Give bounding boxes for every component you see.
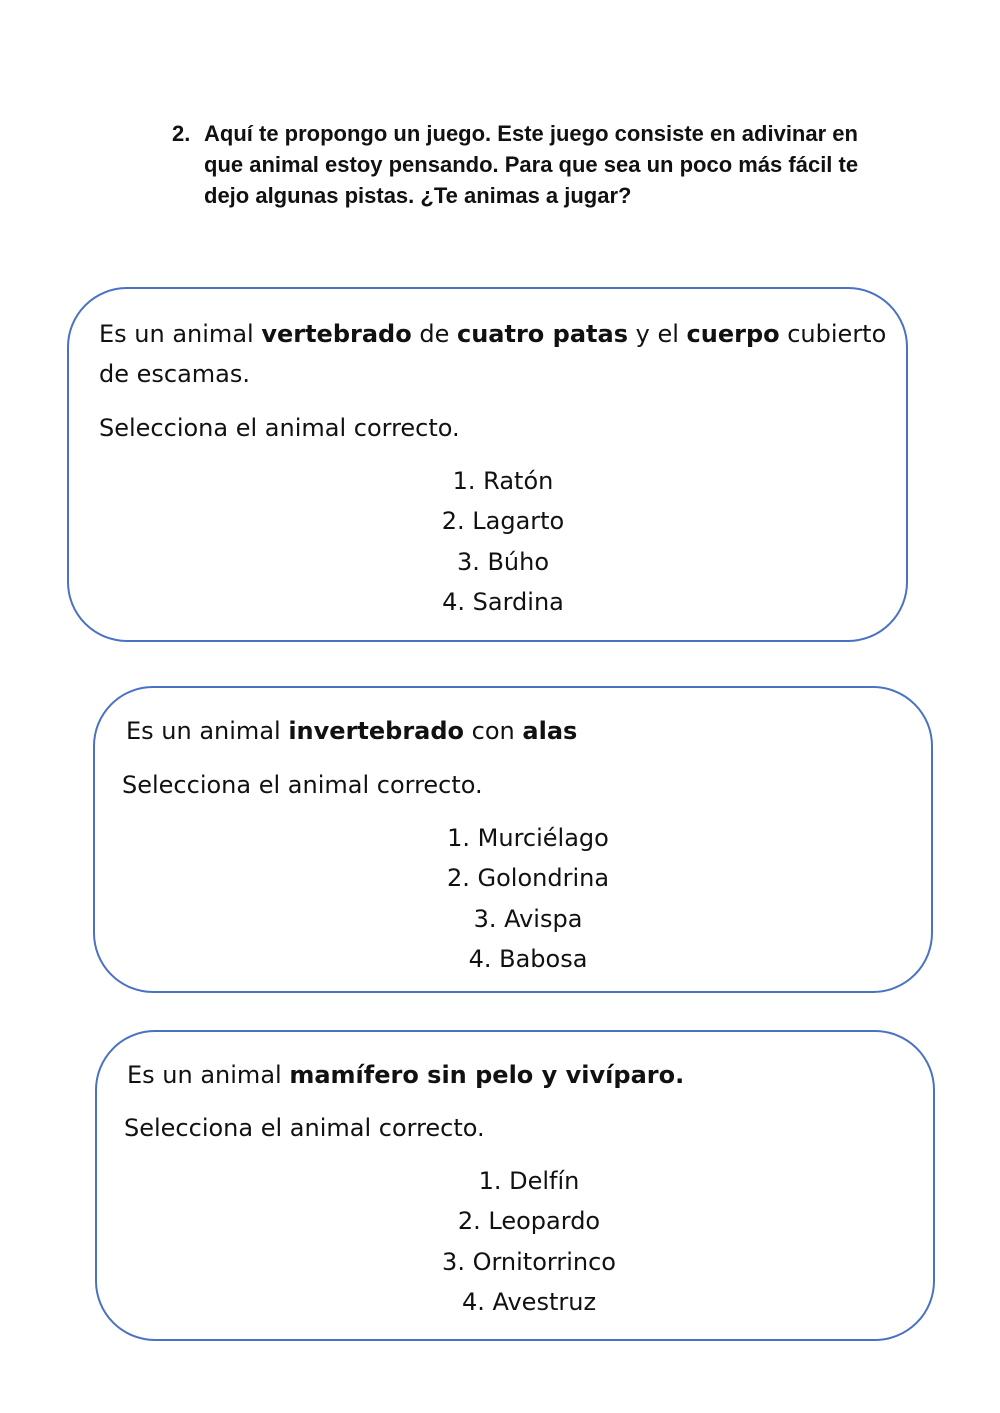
answer-option[interactable]: 4. Avestruz	[461, 1287, 597, 1316]
answer-option[interactable]: 2. Lagarto	[441, 507, 565, 536]
question-3-prompt: Selecciona el animal correcto.	[124, 1114, 485, 1142]
intro-number: 2.	[172, 121, 191, 146]
question-3-clue: Es un animal mamífero sin pelo y vivíparo.	[127, 1061, 685, 1089]
question-1-options	[403, 461, 603, 622]
question-1-clue: Es un animal vertebrado de cuatro patas y el cuerpo cubierto de escamas.	[99, 320, 887, 388]
question-2-prompt: Selecciona el animal correcto.	[122, 771, 483, 799]
answer-option[interactable]: 3. Búho	[456, 547, 550, 576]
answer-option[interactable]: 4. Babosa	[468, 944, 588, 973]
question-2-clue: Es un animal invertebrado con alas	[126, 717, 578, 745]
question-2-options	[418, 818, 638, 979]
answer-option[interactable]: 1. Delfín	[478, 1167, 580, 1195]
answer-option[interactable]: 2. Leopardo	[457, 1207, 601, 1236]
intro-instruction	[172, 118, 892, 211]
answer-option[interactable]: 3. Avispa	[473, 904, 583, 933]
answer-option[interactable]: 1. Murciélago	[447, 824, 609, 852]
answer-option[interactable]: 1. Ratón	[452, 467, 554, 495]
question-3-options	[419, 1161, 639, 1322]
question-1-prompt: Selecciona el animal correcto.	[99, 414, 460, 442]
answer-option[interactable]: 2. Golondrina	[446, 864, 610, 893]
answer-option[interactable]: 3. Ornitorrinco	[442, 1247, 616, 1276]
intro-text: Aquí te propongo un juego. Este juego consiste en adivinar en que animal estoy pensando. Para que sea un poco más fácil te dejo algunas pistas. ¿Te animas a jugar?	[204, 121, 859, 208]
answer-option[interactable]: 4. Sardina	[442, 587, 564, 616]
